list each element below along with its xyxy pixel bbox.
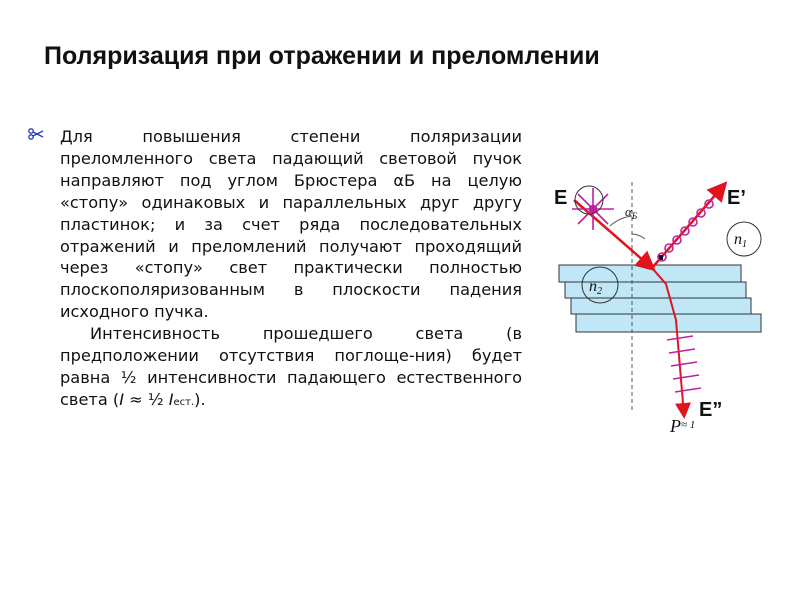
- intensity-symbol: I: [119, 389, 124, 409]
- natural-intensity-symbol: I: [168, 389, 174, 409]
- incident-ray: [574, 200, 652, 268]
- label-n1: n1: [734, 231, 747, 250]
- label-alpha: $\alpha_Б$: [625, 204, 638, 221]
- paragraph-intensity-end: ).: [194, 389, 206, 409]
- natural-intensity-subscript: ест.: [173, 396, 195, 408]
- reflection-angle-arc: [632, 234, 645, 239]
- scissors-bullet-icon: [28, 128, 44, 140]
- paragraph-intensity-text: Интенсивность прошедшего света (в предположении отсутствия поглоще-ния) будет равна ½ интенсивности падающего естественного света (: [60, 324, 522, 409]
- slide-body: [60, 126, 522, 414]
- paragraph-intensity: [60, 323, 522, 414]
- refracted-polarization-arrows: [667, 336, 701, 392]
- label-E-prime: E’: [727, 187, 746, 209]
- slide-title: Поляризация при отражении и преломлении: [44, 42, 600, 70]
- label-E-double-prime: E”: [699, 399, 723, 421]
- label-E: E: [554, 187, 568, 209]
- plate-stack-diagram: [548, 160, 788, 440]
- plate-3: [571, 298, 751, 314]
- approx-half: ≈ ½: [124, 389, 169, 409]
- label-n2: n2: [589, 278, 602, 297]
- label-P: $P^{\approx 1}$: [670, 416, 696, 436]
- paragraph-brewster-stack: Для повышения степени поляризации преломленного света падающий световой пучок направляют под углом Брюстера αБ на целую «стопу» одинаковых и параллельных друг другу пластинок; и за счет ряда последовательных отражений и преломлений получают проходящий через «стопу» свет практически полностью плоскополяризованным в плоскости падения исходного пучка.: [60, 127, 522, 322]
- plate-4: [576, 314, 761, 332]
